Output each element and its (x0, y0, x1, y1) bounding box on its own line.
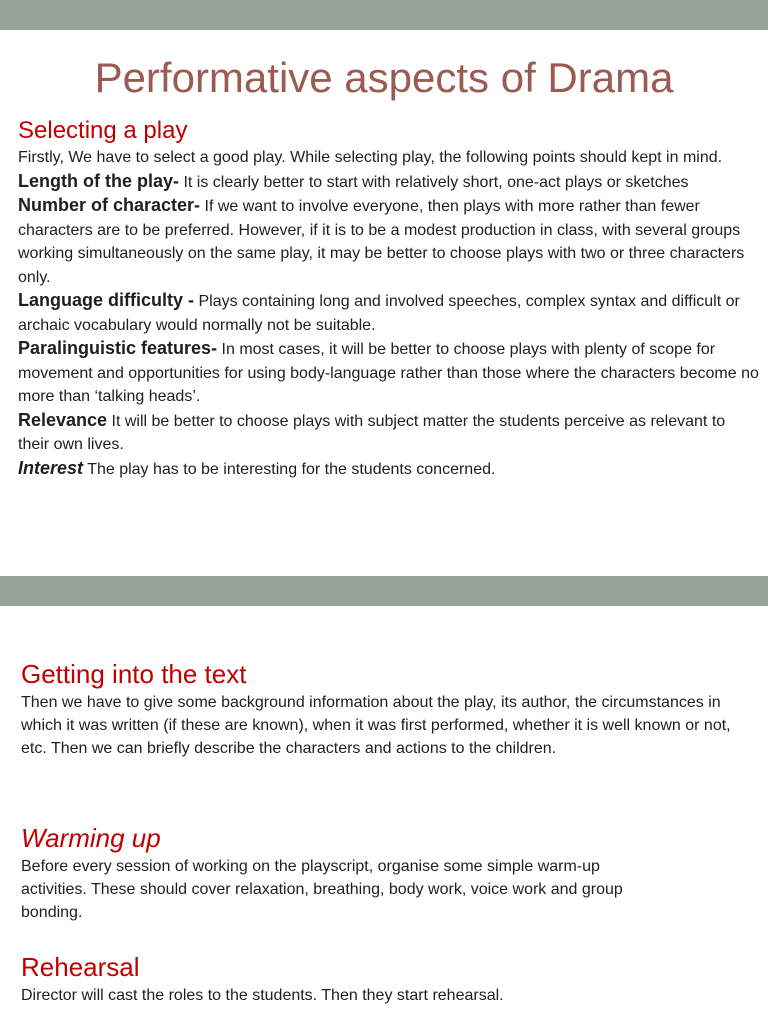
section-title: Warming up (21, 823, 161, 853)
slide-preparation (0, 606, 768, 1024)
item-length (18, 170, 760, 195)
section-title: Rehearsal (21, 952, 140, 982)
item-relevance (18, 409, 760, 457)
section-text: Then we have to give some background information about the play, its author, the circumstances in which it was written (if these are known), when it was first performed, whether it is well known or not, etc. Then we can briefly describe the characters and actions to the children. (21, 694, 731, 757)
item-characters (18, 194, 760, 289)
term-label: Paralinguistic features- (18, 338, 218, 358)
term-description: The play has to be interesting for the students concerned. (83, 460, 496, 478)
intro-paragraph: Firstly, We have to select a good play. While selecting play, the following points should kept in mind. (18, 149, 723, 166)
term-label: Number of character- (18, 195, 201, 215)
section-text: Director will cast the roles to the students. Then they start rehearsal. (21, 987, 504, 1004)
section-rehearsal (21, 951, 741, 1007)
slide-selecting-a-play (0, 30, 768, 576)
term-description: Plays containing long and involved speeches, complex syntax and difficult or archaic vocabulary would normally not be suitable. (18, 293, 740, 334)
term-description: It is clearly better to start with relatively short, one-act plays or sketches (179, 173, 689, 191)
term-label: Relevance (18, 409, 108, 430)
term-label: Language difficulty - (18, 290, 195, 310)
section-text: Before every session of working on the playscript, organise some simple warm-up activities. These should cover relaxation, breathing, body work, voice work and group bonding. (21, 858, 623, 921)
item-interest (18, 457, 760, 482)
page-title: Performative aspects of Drama (94, 54, 674, 101)
section-title: Getting into the text (21, 659, 247, 689)
slide1-content (18, 116, 760, 481)
term-label: Interest (18, 457, 84, 478)
section-title-selecting-a-play: Selecting a play (18, 117, 188, 144)
divider-band (0, 576, 768, 606)
term-label: Length of the play- (18, 170, 179, 191)
term-description: It will be better to choose plays with subject matter the students perceive as relevant to their own lives. (18, 412, 726, 453)
item-language (18, 289, 760, 337)
top-band (0, 0, 768, 30)
section-getting-into-text (21, 658, 741, 760)
item-paralinguistic (18, 337, 760, 409)
term-description: If we want to involve everyone, then plays with more rather than fewer characters are to be preferred. However, if it is to be a modest production in class, with several groups working simultaneously on the same play, it may be better to choose plays with two or three characters only. (18, 198, 745, 286)
section-warming-up (21, 822, 641, 924)
term-description: In most cases, it will be better to choose plays with plenty of scope for movement and opportunities for using body-language rather than those where the characters become no more than ‘talking heads’. (18, 341, 759, 405)
